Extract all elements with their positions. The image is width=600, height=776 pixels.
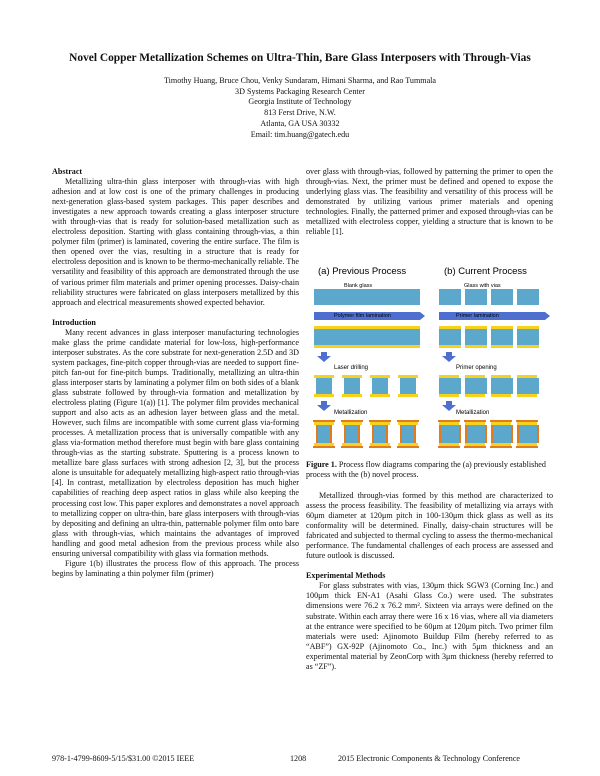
primer-top (439, 326, 461, 329)
via-glass-metal (465, 425, 487, 443)
author-names: Timothy Huang, Bruce Chou, Venky Sundaram, Himani Sharma, and Rao Tummala (163, 76, 437, 85)
primer-bottom-metal (439, 443, 459, 446)
polymer-film-bottom (314, 345, 420, 348)
copper-wall (485, 425, 487, 443)
glass-drilled (316, 378, 332, 394)
primer-bottom-metal (491, 443, 511, 446)
copper-wall (372, 425, 374, 443)
primer-bottom-opened (491, 394, 511, 397)
introduction-paragraph-2: Figure 1(b) illustrates the process flow of this approach. The process begins by laminating a thin polymer film (primer) (52, 558, 299, 578)
author-block (0, 76, 600, 140)
film-bottom-metal (370, 443, 390, 446)
copper-wall (344, 425, 346, 443)
via-glass-metal (491, 425, 513, 443)
primer-bottom (491, 345, 513, 348)
introduction-heading: Introduction (52, 317, 96, 327)
footer-page-number: 1208 (290, 754, 307, 763)
copper-wall (358, 425, 360, 443)
primer-bottom (439, 345, 461, 348)
copper-bottom (438, 446, 460, 448)
glass-metal (372, 425, 388, 443)
primer-top-opened (465, 375, 485, 378)
via-glass-segment (439, 329, 461, 345)
affiliation-line-2: Georgia Institute of Technology (248, 97, 352, 107)
copper-bottom (341, 446, 363, 448)
copper-top (397, 420, 419, 422)
via-glass-segment (465, 329, 487, 345)
film-top-drilled (314, 375, 334, 378)
process-flow-figure (306, 262, 553, 460)
glass-drilled (400, 378, 416, 394)
primer-top-opened (491, 375, 511, 378)
footer-conference: 2015 Electronic Components & Technology Conference (338, 754, 521, 763)
right-column-lower (306, 491, 553, 672)
label-previous-process: (a) Previous Process (318, 266, 407, 277)
copper-wall (414, 425, 416, 443)
right-paragraph-3: For glass substrates with vias, 130μm thick SGW3 (Corning Inc.) and 100μm thick EN-A1 (Asahi Glass Co.) were used. The substrates dimensions were 76.2 x 76.2 mm². Sixteen via arrays were defined on the substrate. Within each array there were 16 x 16 vias, where all via diameters at the entrance were specified to be 60μm at 120μm pitch. Two primer film materials were used: Ajinomoto Buildup Film (hereby referred to as “ABF”) GX-92P (Ajinomoto Co., Inc.) with 5μm thickness and an experimental material by ZeonCorp with 3μm thickness (hereby referred to as “ZF”). (306, 581, 553, 671)
primer-bottom-metal (465, 443, 485, 446)
glass-metal (344, 425, 360, 443)
abstract-heading: Abstract (52, 167, 83, 176)
footer-isbn: 978-1-4799-8609-5/15/$31.00 ©2015 IEEE (52, 754, 195, 763)
film-top-metal (314, 422, 334, 425)
film-top-metal (398, 422, 418, 425)
via-glass-segment (465, 378, 487, 394)
experimental-heading: Experimental Methods (306, 571, 386, 581)
introduction-paragraph-1: Many recent advances in glass interposer manufacturing technologies make glass the prime candidate material for low-loss, high-performance interposer substrates. As the core substrate for next-generation 2.5D and 3D system packages, fine-pitch copper through-vias are needed to support fine-pitch fan-out for fine-pitch bumps. Traditionally, metallizing an ultra-thin glass interposer starts by laminating a polymer film on both sides of a blank glass substrate followed by through-via formation and metallization by electroless plating (Figure 1(a)) [1]. The polymer film provides mechanical support and also acts as an adhesion layer between glass and the metal. However, such films are incompatible with some current glass via-forming processes. A metallization process that is universally compatible with any glass via-formation method therefore must begin with bare glass containing through-vias as the starting substrate. Sputtering is a process known to metallize bare glass surfaces with strong adhesion [2, 3], but the process alone is unsuitable for adequately metallizing high-aspect ratio through-vias [4]. In contrast, metallization by electroless deposition has much higher capabilities of reaching deep aspect ratios in glass while also keeping the processing cost low. This paper explores and demonstrates a novel approach to metallizing copper on ultra-thin, bare glass interposers with through-vias by depositing and defining an ultra-thin, patternable polymer film onto bare glass with through-vias, which maintains the advantages of improved handling and good metal adhesion from the previous process while also ensuring universal compatibility with glass via formation methods. (52, 327, 299, 558)
primer-top-metal (439, 422, 459, 425)
via-glass-segment (439, 289, 461, 305)
label-blank-glass: Blank glass (344, 283, 373, 289)
arrow-down-b (442, 352, 456, 362)
copper-wall (400, 425, 402, 443)
primer-bottom-opened (517, 394, 537, 397)
arrow-down-b2 (442, 401, 456, 411)
primer-top-opened (517, 375, 537, 378)
glass-drilled (344, 378, 360, 394)
film-top-drilled (342, 375, 362, 378)
film-bottom-metal (398, 443, 418, 446)
copper-top (490, 420, 512, 422)
copper-bottom (369, 446, 391, 448)
copper-wall (439, 425, 441, 443)
glass-drilled (372, 378, 388, 394)
right-column (306, 167, 553, 237)
label-metallization-b: Metallization (456, 410, 490, 416)
via-glass-metal (439, 425, 461, 443)
left-column (52, 167, 299, 579)
glass-metal (400, 425, 416, 443)
primer-top (517, 326, 539, 329)
copper-top (313, 420, 335, 422)
caption-text: Process flow diagrams comparing the (a) previously established process with the (b) novel process. (306, 460, 546, 479)
abstract-text: Metallizing ultra-thin glass interposer with through-vias with high adhesion and at low cost is one of the primary challenges in producing next-generation glass-based system packages. This paper describes and investigates a new approach towards creating a glass interposer structure with through-vias that is ready for solution-based metallization such as electroless deposition. Starting with glass containing through-vias, a thin polymer film (primer) is laminated, covering the entire surface. The film is then opened over the vias, resulting in a structure that is ready for electroless deposition and is known to be thermo-mechanically reliable. The versatility and feasibility of this approach are demonstrated through the use of various primer film materials and primer opening processes. Daisy-chain reliability structures were fabricated on glass interposers metallized by this approach and electrical measurements showed expected behavior. (52, 177, 299, 307)
primer-top (491, 326, 513, 329)
copper-top (369, 420, 391, 422)
via-glass-segment (491, 329, 513, 345)
glass-metal (316, 425, 332, 443)
copper-wall (386, 425, 388, 443)
primer-top-metal (517, 422, 537, 425)
copper-wall (330, 425, 332, 443)
copper-top (438, 420, 460, 422)
label-metallization-a: Metallization (334, 410, 368, 416)
right-paragraph-2: Metallized through-vias formed by this method are characterized to assess the process feasibility. The feasibility of metallizing via arrays with 60μm diameter at 120μm pitch in 100-130μm thick glass as well as its conformality will be determined. Finally, daisy-chain structures will be fabricated and subjected to thermal cycling to assess the thermo-mechanical performance. The fundamental challenges of each process are assessed and future outlook is discussed. (306, 491, 553, 561)
copper-wall (511, 425, 513, 443)
copper-top (516, 420, 538, 422)
author-email: Email: tim.huang@gatech.edu (250, 129, 350, 139)
label-laser-drilling: Laser drilling (334, 365, 369, 371)
via-glass-segment (491, 378, 513, 394)
via-glass-segment (517, 378, 539, 394)
film-top-metal (370, 422, 390, 425)
copper-bottom (313, 446, 335, 448)
copper-wall (517, 425, 519, 443)
right-paragraph-1: over glass with through-vias, followed by patterning the primer to open the through-vias. Next, the primer must be defined and opened to expose the underlying glass vias. The feasibility and versatility of this process will be demonstrated by utilizing various primer materials and opening technologies. Finally, the patterned primer and exposed through-vias can be metallized with electroless copper, yielding a structure that is known to be reliable [1]. (306, 167, 553, 237)
label-current-process: (b) Current Process (444, 266, 527, 277)
affiliation-line-1: 3D Systems Packaging Research Center (235, 86, 365, 96)
copper-wall (459, 425, 461, 443)
film-bottom-drilled (370, 394, 390, 397)
label-primer-lamination: Primer lamination (456, 313, 499, 319)
primer-top (465, 326, 487, 329)
via-glass-segment (465, 289, 487, 305)
primer-bottom-metal (517, 443, 537, 446)
figure-caption (306, 460, 553, 480)
via-glass-segment (517, 289, 539, 305)
primer-top-metal (465, 422, 485, 425)
label-primer-opening: Primer opening (456, 365, 497, 371)
arrow-down-a (317, 352, 331, 362)
caption-label: Figure 1. (306, 460, 337, 469)
blank-glass-substrate (314, 289, 420, 305)
via-glass-segment (517, 329, 539, 345)
film-top-drilled (398, 375, 418, 378)
copper-top (464, 420, 486, 422)
primer-top-metal (491, 422, 511, 425)
film-top-metal (342, 422, 362, 425)
copper-bottom (516, 446, 538, 448)
copper-bottom (464, 446, 486, 448)
primer-bottom-opened (439, 394, 459, 397)
film-bottom-drilled (398, 394, 418, 397)
address-line-2: Atlanta, GA USA 30332 (260, 118, 340, 128)
via-glass-segment (491, 289, 513, 305)
label-polymer-film-lamination: Polymer film lamination (334, 313, 391, 319)
polymer-film-top (314, 326, 420, 329)
copper-wall (316, 425, 318, 443)
primer-top-opened (439, 375, 459, 378)
film-bottom-drilled (314, 394, 334, 397)
label-glass-with-vias: Glass with vias (464, 283, 501, 289)
copper-bottom (490, 446, 512, 448)
glass-laminated (314, 329, 420, 345)
film-top-drilled (370, 375, 390, 378)
primer-bottom (465, 345, 487, 348)
via-glass-metal (517, 425, 539, 443)
film-bottom-drilled (342, 394, 362, 397)
primer-bottom-opened (465, 394, 485, 397)
film-bottom-metal (314, 443, 334, 446)
copper-wall (537, 425, 539, 443)
via-glass-segment (439, 378, 461, 394)
copper-top (341, 420, 363, 422)
copper-wall (465, 425, 467, 443)
address-line-1: 813 Ferst Drive, N.W. (264, 108, 336, 118)
arrow-down-a2 (317, 401, 331, 411)
paper-title: Novel Copper Metallization Schemes on Ultra-Thin, Bare Glass Interposers with Through-Vias (69, 52, 531, 64)
primer-bottom (517, 345, 539, 348)
copper-wall (491, 425, 493, 443)
film-bottom-metal (342, 443, 362, 446)
copper-bottom (397, 446, 419, 448)
